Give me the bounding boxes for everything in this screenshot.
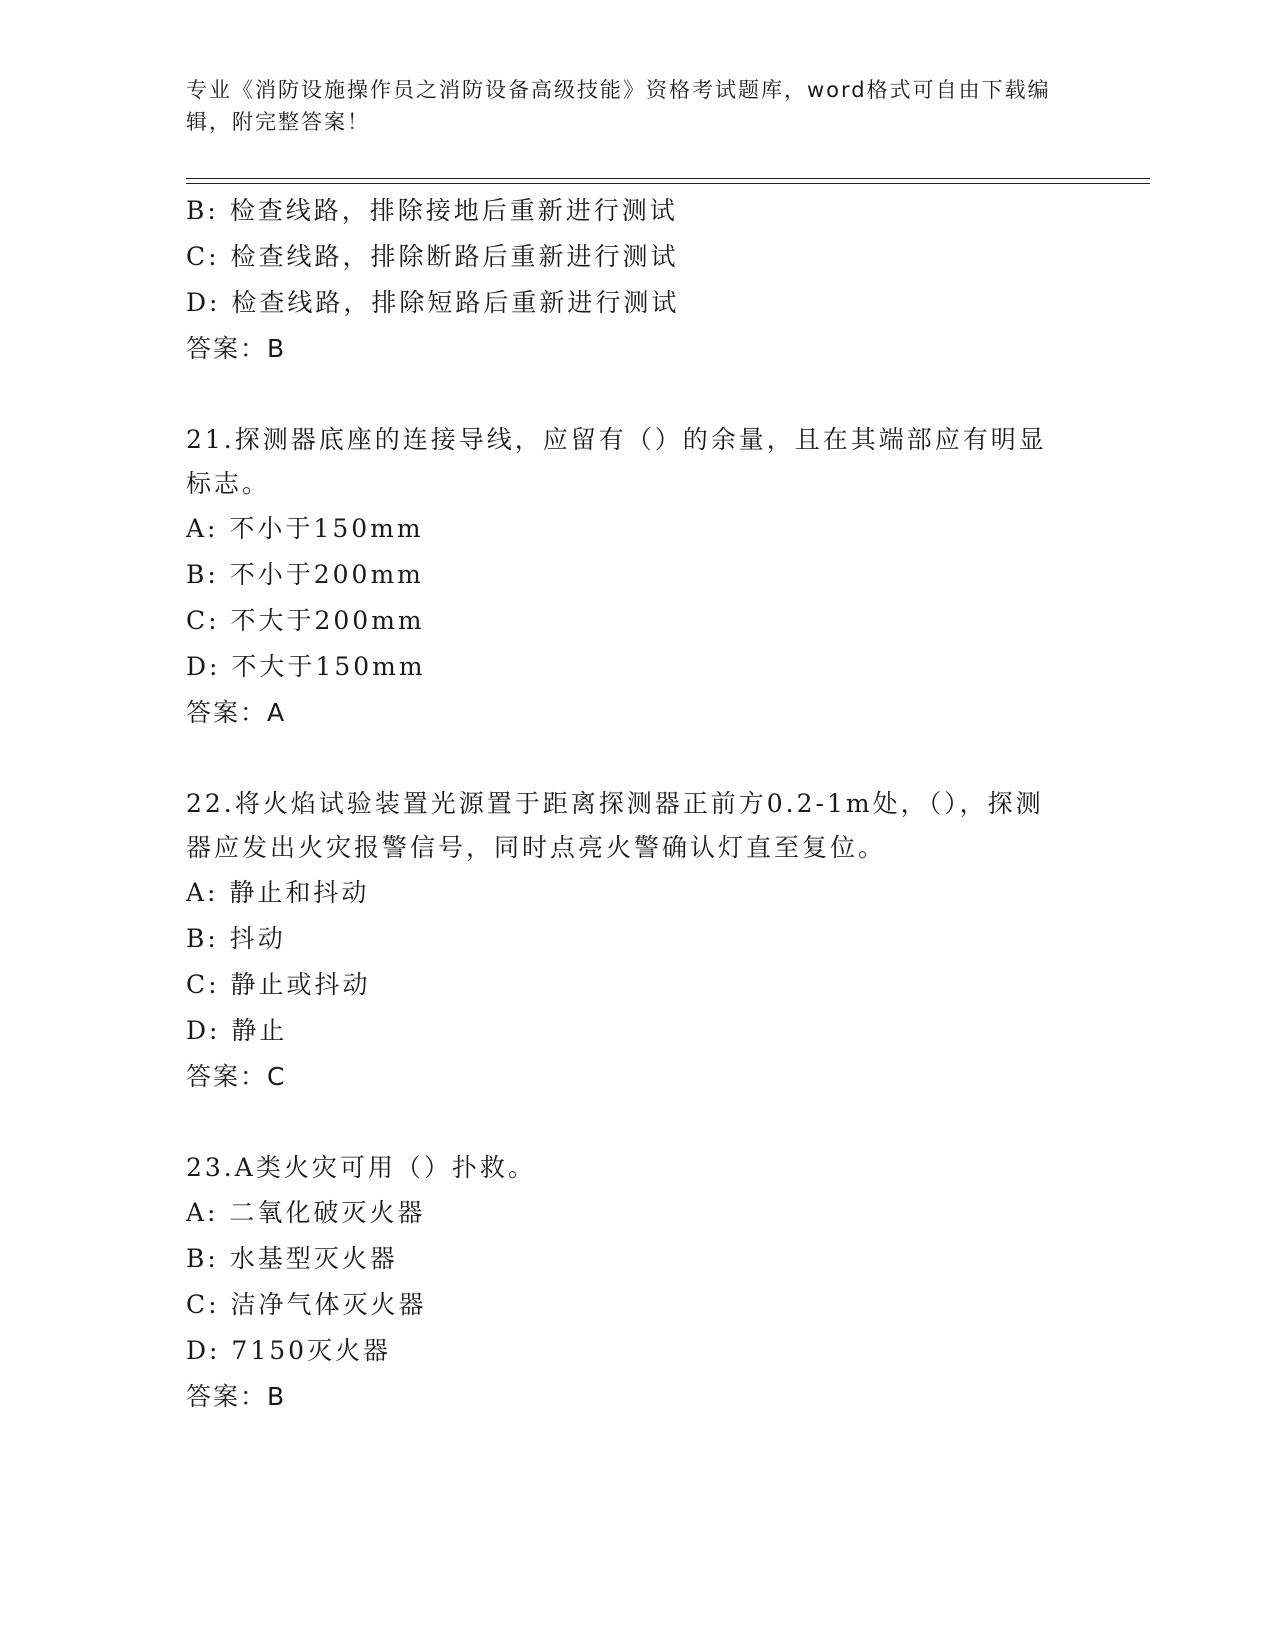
option-d: D: 静止 — [186, 1016, 288, 1045]
option-b: B: 抖动 — [186, 924, 286, 953]
question-block-prev — [186, 188, 1086, 372]
answer-line: 答案：B — [186, 1382, 287, 1411]
option-d: D: 检查线路，排除短路后重新进行测试 — [186, 288, 680, 317]
question-block-21 — [186, 418, 1086, 736]
option-b: B: 水基型灭火器 — [186, 1244, 398, 1273]
option-b: B: 不小于200mm — [186, 560, 424, 589]
option-a: A: 静止和抖动 — [186, 878, 370, 907]
question-text: 21.探测器底座的连接导线，应留有（）的余量，且在其端部应有明显标志。 — [186, 425, 1047, 498]
question-text: 22.将火焰试验装置光源置于距离探测器正前方0.2-1m处，（），探测器应发出火灾报警信号，同时点亮火警确认灯直至复位。 — [186, 789, 1044, 862]
answer-line: 答案：B — [186, 334, 287, 363]
option-c: C: 检查线路，排除断路后重新进行测试 — [186, 242, 679, 271]
question-list — [186, 188, 1086, 1420]
option-a: A: 不小于150mm — [186, 514, 424, 543]
option-c: C: 洁净气体灭火器 — [186, 1290, 427, 1319]
document-header: 专业《消防设施操作员之消防设备高级技能》资格考试题库，word格式可自由下载编辑，附完整答案！ — [186, 78, 1051, 134]
option-c: C: 不大于200mm — [186, 606, 425, 635]
answer-line: 答案：C — [186, 1062, 287, 1091]
header-divider-top — [186, 178, 1150, 179]
question-block-22 — [186, 782, 1086, 1100]
answer-line: 答案：A — [186, 698, 287, 727]
question-block-23 — [186, 1146, 1086, 1420]
option-c: C: 静止或抖动 — [186, 970, 371, 999]
header-divider-bottom — [186, 183, 1150, 184]
option-d: D: 不大于150mm — [186, 652, 426, 681]
option-d: D: 7150灭火器 — [186, 1336, 392, 1365]
option-a: A: 二氧化破灭火器 — [186, 1198, 426, 1227]
option-b: B: 检查线路，排除接地后重新进行测试 — [186, 196, 678, 225]
question-text: 23.A类火灾可用（）扑救。 — [186, 1153, 536, 1182]
